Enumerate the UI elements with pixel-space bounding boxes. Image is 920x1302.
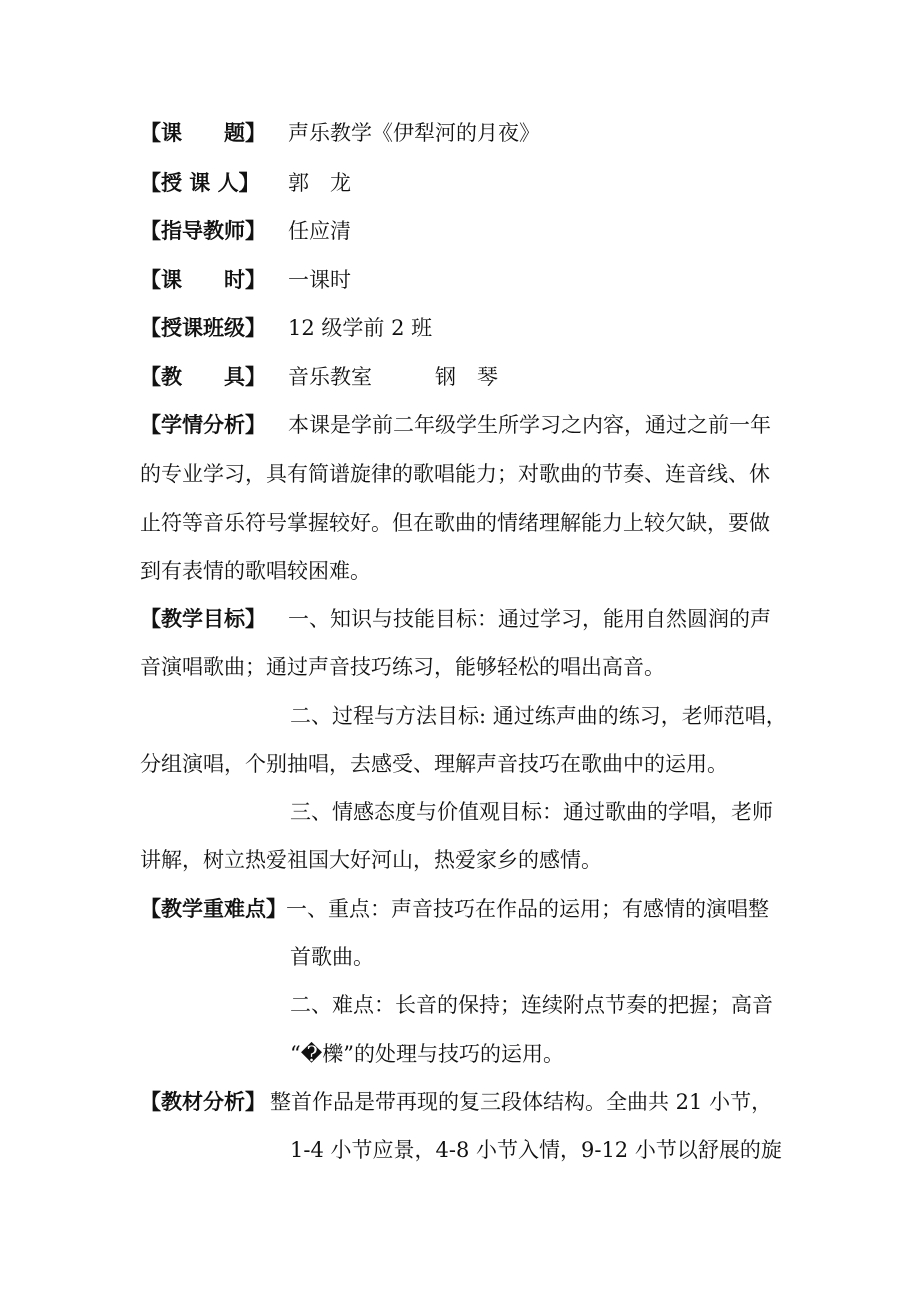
field-label-hours: 【课 时】	[140, 267, 266, 292]
goals-line-4: 分组演唱，个别抽唱，去感受、理解声音技巧在歌曲中的运用。	[140, 752, 728, 776]
keypoints-line-1: 一、重点：声音技巧在作品的运用；有感情的演唱整	[286, 897, 769, 921]
section-label-material: 【教材分析】	[140, 1089, 266, 1114]
field-value-class: 12 级学前 2 班	[288, 316, 433, 340]
field-label-advisor: 【指导教师】	[140, 218, 266, 243]
section-label-keypoints: 【教学重难点】	[140, 896, 287, 921]
field-label-tools: 【教 具】	[140, 364, 266, 389]
section-label-goals: 【教学目标】	[140, 606, 266, 631]
analysis-line-2: 的专业学习，具有简谱旋律的歌唱能力；对歌曲的节奏、连音线、休	[140, 462, 770, 486]
field-value-hours: 一课时	[288, 268, 351, 292]
goals-line-5: 三、情感态度与价值观目标：通过歌曲的学唱，老师	[290, 800, 773, 824]
keypoints-line-2: 首歌曲。	[290, 945, 374, 969]
goals-line-3: 二、过程与方法目标: 通过练声曲的练习，老师范唱，	[290, 704, 787, 728]
goals-line-2: 音演唱歌曲；通过声音技巧练习，能够轻松的唱出高音。	[140, 655, 665, 679]
goals-line-1: 一、知识与技能目标：通过学习，能用自然圆润的声	[288, 607, 771, 631]
material-line-1: 整首作品是带再现的复三段体结构。全曲共 21 小节，	[270, 1090, 773, 1114]
field-label-topic: 【课 题】	[140, 120, 266, 145]
analysis-line-1: 本课是学前二年级学生所学习之内容，通过之前一年	[288, 413, 771, 437]
field-row-advisor	[140, 216, 840, 246]
field-value-teacher: 郭 龙	[288, 171, 351, 195]
section-material-heading	[140, 1087, 840, 1117]
section-analysis-heading	[140, 410, 840, 440]
field-row-hours	[140, 265, 840, 295]
field-label-teacher: 【授 课 人】	[140, 170, 260, 195]
field-row-tools	[140, 362, 840, 392]
keypoints-line-3: 二、难点：长音的保持；连续附点节奏的把握；高音	[290, 993, 773, 1017]
analysis-line-3: 止符等音乐符号掌握较好。但在歌曲的情绪理解能力上较欠缺，要做	[140, 511, 770, 535]
material-line-2: 1-4 小节应景，4-8 小节入情，9-12 小节以舒展的旋	[290, 1138, 782, 1162]
field-label-class: 【授课班级】	[140, 315, 266, 340]
field-row-teacher	[140, 168, 840, 198]
goals-line-6: 讲解，树立热爱祖国大好河山，热爱家乡的感情。	[140, 848, 602, 872]
field-value-topic: 声乐教学《伊犁河的月夜》	[288, 121, 540, 145]
field-value-tools: 音乐教室 钢 琴	[288, 365, 498, 389]
section-goals-heading	[140, 604, 840, 634]
analysis-line-4: 到有表情的歌唱较困难。	[140, 559, 371, 583]
section-keypoints-heading	[140, 894, 840, 924]
field-row-topic	[140, 118, 840, 148]
field-value-advisor: 任应清	[288, 219, 351, 243]
field-row-class	[140, 313, 840, 343]
keypoints-line-4: “�櫟”的处理与技巧的运用。	[290, 1042, 565, 1066]
section-label-analysis: 【学情分析】	[140, 412, 266, 437]
